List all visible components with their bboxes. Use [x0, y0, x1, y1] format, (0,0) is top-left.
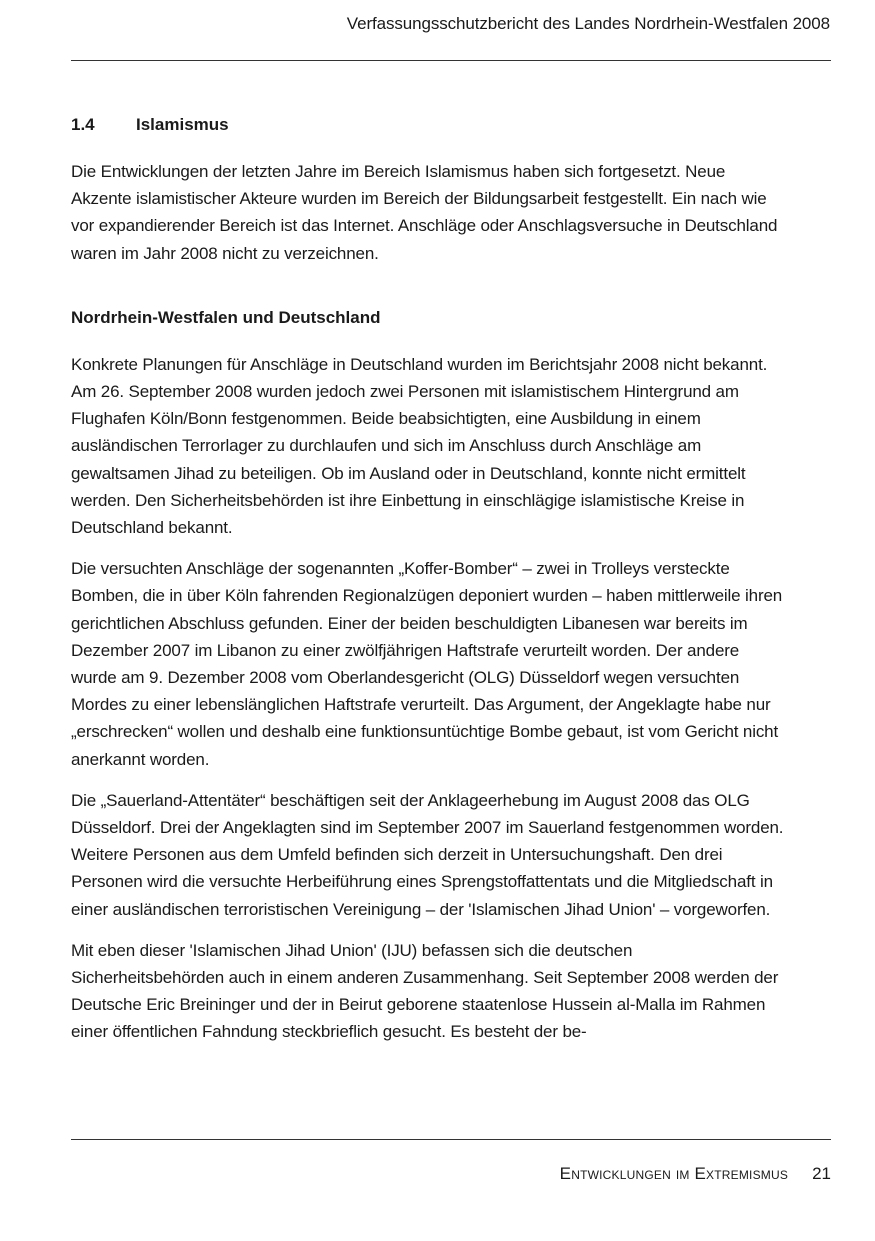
running-header: Verfassungsschutzbericht des Landes Nordrhein-Westfalen 2008	[346, 14, 830, 33]
body-paragraph: Die versuchten Anschläge der sogenannten „Koffer-Bomber“ – zwei in Trolleys versteckte Bomben, die in über Köln fahrenden Regionalzügen deponiert wurden – haben mittlerweile ihren gerichtlichen Abschluss gefunden. Einer der beiden beschuldigten Libanesen war bereits im Dezember 2007 im Libanon zu einer zwölfjährigen Haftstrafe verurteilt worden. Der andere wurde am 9. Dezember 2008 vom Oberlandesgericht (OLG) Düsseldorf wegen versuchten Mordes zu einer lebenslänglichen Haftstrafe verurteilt. Das Argument, der Angeklagte habe nur „erschrecken“ wollen und deshalb eine funktionsuntüchtige Bombe gebaut, ist vom Gericht nicht anerkannt worden.	[71, 559, 783, 769]
chapter-label: Entwicklungen im Extremismus	[559, 1164, 789, 1183]
header-divider	[71, 60, 831, 61]
subsection-heading: Nordrhein-Westfalen und Deutschland	[71, 307, 381, 327]
page-content	[71, 112, 787, 1060]
footer-divider	[71, 1139, 831, 1140]
section-number: 1.4	[71, 115, 95, 134]
body-paragraph: Konkrete Planungen für Anschläge in Deutschland wurden im Berichtsjahr 2008 nicht bekannt. Am 26. September 2008 wurden jedoch zwei Personen mit islamistischem Hintergrund am Flughafen Köln/Bonn festgenommen. Beide beabsichtigten, eine Ausbildung in einem ausländischen Terrorlager zu durchlaufen und sich im Anschluss durch Anschläge am gewaltsamen Jihad zu beteiligen. Ob im Ausland oder in Deutschland, konnte nicht ermittelt werden. Den Sicherheitsbehörden ist ihre Einbettung in einschlägige islamistische Kreise in Deutschland bekannt.	[71, 354, 768, 538]
intro-paragraph: Die Entwicklungen der letzten Jahre im Bereich Islamismus haben sich fortgesetzt. Neue Akzente islamistischer Akteure wurden im Bereich der Bildungsarbeit festgestellt. Ein nach wie vor expandierender Bereich ist das Internet. Anschläge oder Anschlagsversuche in Deutschland waren im Jahr 2008 nicht zu verzeichnen.	[71, 162, 778, 263]
body-paragraph: Mit eben dieser 'Islamischen Jihad Union' (IJU) befassen sich die deutschen Sicherheitsbehörden auch in einem anderen Zusammenhang. Seit September 2008 werden der Deutsche Eric Breininger und der in Beirut geborene staatenlose Hussein al-Malla im Rahmen einer öffentlichen Fahndung steckbrieflich gesucht. Es besteht der be-	[71, 940, 779, 1042]
page-footer	[560, 1164, 831, 1184]
page-number: 21	[812, 1164, 831, 1183]
section-title: Islamismus	[136, 115, 229, 134]
body-paragraph: Die „Sauerland-Attentäter“ beschäftigen seit der Anklageerhebung im August 2008 das OLG Düsseldorf. Drei der Angeklagten sind im September 2007 im Sauerland festgenommen worden. Weitere Personen aus dem Umfeld befinden sich derzeit in Untersuchungshaft. Den drei Personen wird die versuchte Herbeiführung eines Sprengstoffattentats und die Mitgliedschaft in einer ausländischen terroristischen Vereinigung – der 'Islamischen Jihad Union' – vorgeworfen.	[71, 790, 784, 919]
section-heading	[71, 112, 787, 138]
